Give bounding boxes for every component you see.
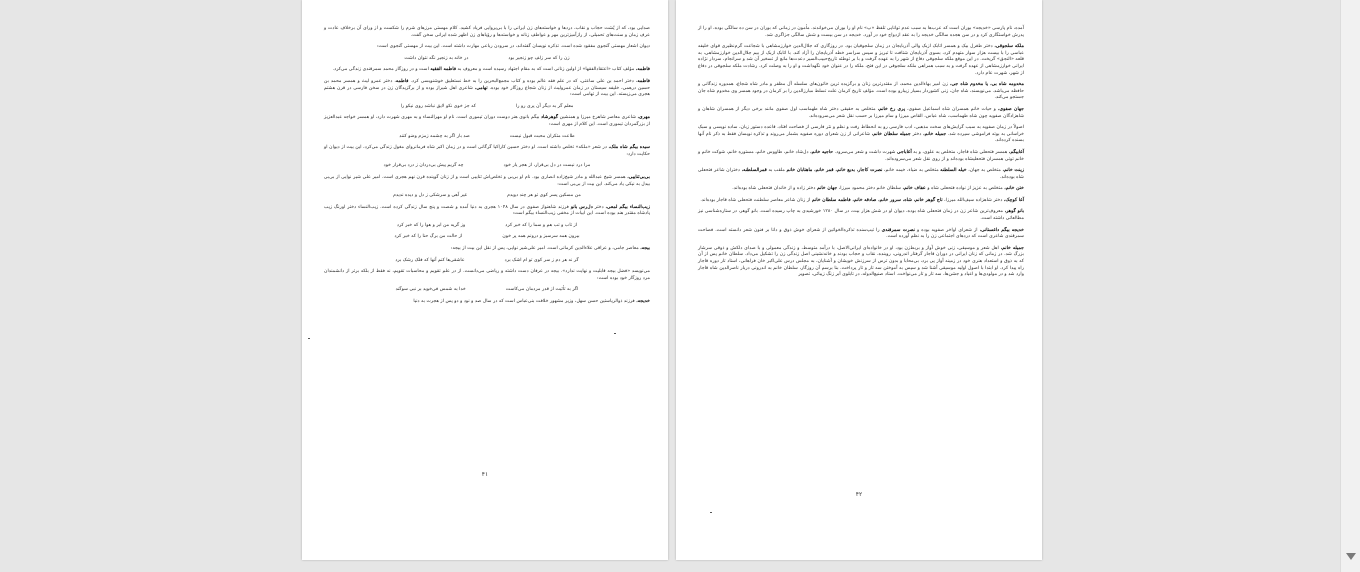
verse-line <box>324 234 650 241</box>
verse-hemistich: زن را که سر زلف چو زنجیر بود <box>508 55 570 61</box>
vertical-scrollbar[interactable] <box>1340 0 1360 572</box>
verse-hemistich: مرا درد نیست در دل بی‌قرار، از هجر یار خود <box>503 163 591 169</box>
page-number: ۴۲ <box>855 491 863 498</box>
paragraph: فاطمه، مؤلف کتاب «اعتقادالفقها» از اولین زنانی است که به مقام اجتهاد رسیده است و معروف به فاطمه الفقیه است و در روزگار محمد سمرقندی زندگی می‌کرد. <box>332 67 650 73</box>
verse-hemistich: چه گریم پیش بی‌دردان ز درد بی‌قرار خود <box>383 163 464 169</box>
verse-hemistich: گر نه هر دم ز سر کوی تو ام اشک برد <box>504 257 579 263</box>
verse-line <box>324 56 650 63</box>
paragraph: زیب‌النساء بیگم لمعی، دختر دل‌رس بانو فرزند شاهنواز صفوی در سال ۱۰۴۸ هجری به دنیا آمده و شصت و پنج سال زندگی کرده است. زیب‌النساء دختر اورنگ زیب پادشاه مقتدر هند بوده است. این ابیات از مخفی زیب‌النساء بیگم است: <box>324 204 650 217</box>
document-page-right <box>676 0 1042 560</box>
scroll-up-button[interactable] <box>1341 0 1360 16</box>
paragraph: جهان صفوی، و حیات خانم همسران شاه اسماعیل صفوی، پری رخ خانم، متخلص به حقیقی دختر شاه طهماسب اول صفوی مانند برخی دیگر از همسران شاهان و شاهزادگان صفویه چون شاه طهماسب، شاه عباس، القاص میرزا و سام میرزا بر حسب نقل شعر می‌سروده‌اند. <box>698 106 1024 119</box>
scroll-down-button[interactable] <box>1341 550 1360 564</box>
paragraph: می‌نویسد «فضل بیجه قابلیت و نهایت ندارد». بیجه در عرفان دست داشته و ریاضی می‌دانست. از در علم تقویم و محاسبات تقویم، نه فقط از بلکه برتر از دانشمندان مرد روزگار خود بوده است: <box>324 269 650 281</box>
paragraph: ملکه سلجوقی، دختر طغرل بیک و همسر اتابک ازبک والی آذربایجان در زمان سلجوقیان بود. در روزگاری که جلال‌الدین خوارزمشاهی با شجاعت گرم‌نظیری قوای خلیفه عباسی را با بیست هزار سوار متهدم کرد، بسوی آذربایجان شتافت تا تبریز و سپس سراسر خطه آذربایجان را آزاد کند. با اتابک ازبک از بیم جلال‌الدین خوارزمشاهی، به قلعه «النجق» گریخت. در این موقع ملکه سلجوقی دفاع از شهر را به عهده گرفت و با بر توطئه تاریخ‌حبیب‌السیر دعدت‌ها مانع از تسخیر آن شد و سرانجام، سردار نژاده ایرانی خوارزمشاهی از عهده گرفت و به سبب همراهی ملکه سلجوقی در این فتح، ملکه را در عنوان خود نگهداشت و او را به وصلت کرد. رشادت ملکه سلجوقی در دفاع از شهر، شهرت عام دارد. <box>698 44 1024 76</box>
paragraph: صدایی بود، که از پُشت حجاب و نقاب، دردها و خواسته‌های زن ایرانی را با بی‌پروایی فریاد کشید. کلام مهستی مرزهای شرم را شکست و از ورای آن برخلاف عادت و عرف زمان و سنت‌های تحمیلی، از رازآمیزترین مهر و عواطف زنانه و خواسته‌ها و رؤیاهای زن اظهر شده ایرانی سخن گفت. <box>324 26 650 38</box>
paragraph: اصولاً در زمان صفویه به سبب گرایش‌های سخت مذهبی، ادب فارسی رو به انحطاط رفت و نظم و نثر فارسی از فصاحت افتاد، قاعده دستور زبان، ساده نویسی و سبک خراسانی به بوته فراموشی سپرده شد. جمیله خانم، دختر جمیله سلطان خانم، شاعرانی از زن شعرای دوره صفویه بشمار می‌روند و تذکره نویسان فقط به ذکر نام آنها بسنده کرده‌اند. <box>698 125 1025 144</box>
paragraph: آغا کوچک، دختر شاهزاده سیف‌الله میرزا، تاج گوهر خانم، شاه، سرور خانم، صادقه خانم، فاطمه سلطان خانم از زنان شاعر معاصر سلطنت فتحعلی شاه قاجار بوده‌اند. <box>700 197 1024 203</box>
document-page-left <box>302 0 668 560</box>
paragraph: آمده، نام پارسی «خدیجه» بوران است که عرب‌ها به سبب عدم توانایی تلفظ «پ» نام او را بوران می‌خواندند. مأمون در زمانی که بوران در سن ده سالگی بوده، او را از پدرش خواستگاری کرد و در سن هجده سالگی خدیجه را به عقد ازدواج خود در آورد. خدیجه در سن بیست و شش سالگی جزاگری شد. <box>698 26 1024 38</box>
verse-hemistich: بیرون همه سرسبز و درونم همه پر خون <box>502 234 580 240</box>
verse-hemistich: طاعت متکران محبت قبول نیست <box>509 133 575 139</box>
paragraph: دیوان اشعار مهستی گنجوی مفقود شده است. تذکره نویسان گفته‌اند، در سرودن رباعی مهارت داشته است. این بیت از مهستی گنجوی است: <box>376 44 650 50</box>
verse-hemistich: وز گریه من ابر و هوا را که خبر کرد <box>396 222 466 228</box>
paragraph: خدیجه، فرزند ذوالریاستین حسن سهل، وزیر مشهور خلافت بنی‌عباس است که در سال صد و نود و دو پس از هجرت به دنیا <box>413 299 650 305</box>
paragraph: مخدومه شاه بی، یا مخدوم شاه جی، زن امیر بهاءالدین محمد، از مقتدرترین زنان و برگزیده ترین خاتون‌های سلسله آل مظفر و مادر شاه شجاع، همدوره زندگانی و حافظه می‌باشد. می‌نویسند، شاه جان، زنی کشوردار بسیار زیبارو بوده است. مؤلف تاریخ کرمان علت تسلط مبارزالدین را بر کرمان در وجود همسر وی مخدوم شاه جان جستجو می‌کند. <box>698 82 1024 101</box>
verse-hemistich: صد بار اگر به چشمه زمزم وضو کنند <box>399 133 470 139</box>
paragraph: بانو گوهر، معروف‌ترین شاعر زن در زمان فتحعلی شاه بوده، دیوان او در شش هزار بیت، در سال ۱۲۸۰ خورشیدی به چاپ رسیده است. بانو گوهر، در ستاره‌شناسی نیز مطالعاتی داشته است. <box>698 209 1024 222</box>
verse-line <box>324 163 650 170</box>
triangle-down-icon <box>1346 553 1356 560</box>
verse-line <box>324 223 650 230</box>
paragraph: فاطمه، دختر احمد بن علی ساعتی، که در علم فقه عالم بوده و کتاب مجمع‌البحرین را به خط نستعلیق خوشنویسی کرد. فاطمه، دختر عمرو لیث و همسر محمد بن حسین درهمی، خلیفه سیستان در زمان عمرولیث از زنان شجاع روزگار خود بوده. تهامی، شاعری اهل شیراز بوده و از برگزیدگان زن در سخن فارسی در قرن هشتم هجری می‌زیسته. این بیت از تهامی است: <box>324 78 650 98</box>
paragraph: سیده بیگم شاه ملک، در شعر «ملکه» تخلص داشته است. او دختر حسین کاراکیا گرگانی است و در زمان اکبر شاه فرمانروای مغول زندگی می‌کرد، این بیت از دیوان او حکایت دارد: <box>324 145 651 157</box>
page-number: ۴۱ <box>481 471 489 478</box>
verse-line <box>324 193 650 200</box>
paragraph: آغابیگم، همسر فتحعلی شاه قاجار، متخلص به علوی، و به آغاباجی شهرت داشت و شعر می‌سرود. حاجیه خانم، دل‌شاد خانم، طاووس خانم، مستوره خانم، شوکت خانم و خانم توتی همسران فتحعلیشاه بوده‌اند و از روی نقل شعر می‌سروده‌اند. <box>698 149 1024 162</box>
verse-hemistich: که جز خوی نکو لایق نباشد روی نیکو را <box>400 103 476 109</box>
verse-line <box>324 134 650 141</box>
paragraph: زینت خانم، متخلص به جهان، خیله السلطنه متخلص به ضیاء، خیمه خانم، نصرت کاجار، بدیع خانم، قمر خانم، ماهتابان خانم ملقب به قمرالسلطنه، دختران شاعر فتحعلی شاه بوده‌اند. <box>698 168 1025 180</box>
verse-hemistich: معلم گر به دیگر آن پری رو را <box>515 103 574 109</box>
verse-line <box>324 287 650 294</box>
paragraph: مهری، شاعری معاصر شاهرخ میرزا و همنشین گوهرشاد بیگم بانوی هنر دوست دوران تیموری است. نام او مهرالنساء و به مهری شهرت دارد، او همسر خواجه عبدالعزیز از بزرگمردان تیموری است. این کلام از مهری است: <box>324 115 650 127</box>
verse-hemistich: من مسکین پسر کوی تو هر چند دویدم <box>507 193 581 199</box>
verse-line <box>324 258 650 265</box>
verse-hemistich: از حالت من برگ حنا را که خبر کرد <box>394 234 463 240</box>
paragraph: ختن خانم، متخلص به عزیز از نواده فتحعلی شاه و عفاف خانم، سلطان خانم دختر محمود میرزا، جهان خانم دختر زاده و از خاندان فتحعلی شاه بوده‌اند. <box>732 186 1024 192</box>
verse-hemistich: در خانه به زنجیر نگه نتوان داشت <box>404 55 469 61</box>
paragraph: خدیجه بیگم داغستانی، از شعرای اواخر صفویه بوده و نصرت سمرقندی را تیپ‌سنده تذکره‌الخواتین از شعرای خوش ذوق و دانا بر فنون شعر دانسته است. فصاحت سمرقندی شاعری است که دردهای اجتماعی زن را به نظم آورده است. <box>698 227 1024 240</box>
verse-hemistich: از تاب و تب هم و سما را که خبر کرد <box>505 222 578 228</box>
verse-hemistich: غیر آهی و سرشکی ز دل و دیده ندیدم <box>393 193 468 199</box>
verse-hemistich: اگر به تأثیت از قدر مردمان می‌کاست <box>505 287 579 293</box>
paragraph: جمیله خانم، اهل شعر و موسیقی، زنی خوش آواز و بربط‌زن بود، او در خانواده‌ای ایرانی‌الاصل، با درآمد متوسط، و زندگی معمولی و با صدای دلکش و ذوقی سرشار بزرگ شد. در زمانی که زنان ایرانی در دوران قاجار گرفتار اندرونی، روبنده، نقاب و حجاب بودند و خانه‌نشینی اصل زندگی زن را تشکیل می‌داد. سلطان خانم پس از آن که به ذوق و استعداد هنری خود در زمینه آواز پی برد، بی‌محابا و بدون ترس از سرزنش خویشان و آشنایان، به مجلس درس علی‌اکبر خان فراهانی، استاد تار دوره قاجار راه پیدا کرد. او ابتدا با اصول اولیه موسیقی آشنا شد و سپس به آموختن سه تار و تار پرداخت. بنا برسم آن روزگار، سلطان خانم به اندرونی دربار ناصرالدین شاه قاجار وارد شد و در مولودی‌ها و اعیاد و جشن‌ها، سه تار و تار می‌نواخت. استاد صنیع‌الدوله، در تابلوی اَبر زنگ زیبائی، تصویر <box>698 245 1024 278</box>
page-text <box>324 26 650 311</box>
paragraph: بی‌بی‌ثناییی، همسر شیخ عبدالله و مادر شیخ‌زاده انصاری بود. نام او بی‌بی و تخلص‌اش ثناییی است و از زنان گوینده قرن نهم هجری است. امیر علی شیر نوایی از بی‌بی بیدل به نیکی یاد می‌کند. این بیت از بی‌بی است: <box>324 174 650 187</box>
verse-hemistich: عاشقی‌ها کنم آنها که فلک رشک برد <box>395 257 465 263</box>
verse-hemistich: خدا به شمس فی‌خوید بر نبی سوگند <box>395 287 466 293</box>
page-text <box>698 26 1024 284</box>
paragraph: بیجه، معاصر جامی، و عراقی علاءالدین کرمانی است. امیر علی‌شیر نوایی، پس از نقل این بیت از بیجه: <box>450 246 650 252</box>
verse-line <box>324 104 650 111</box>
